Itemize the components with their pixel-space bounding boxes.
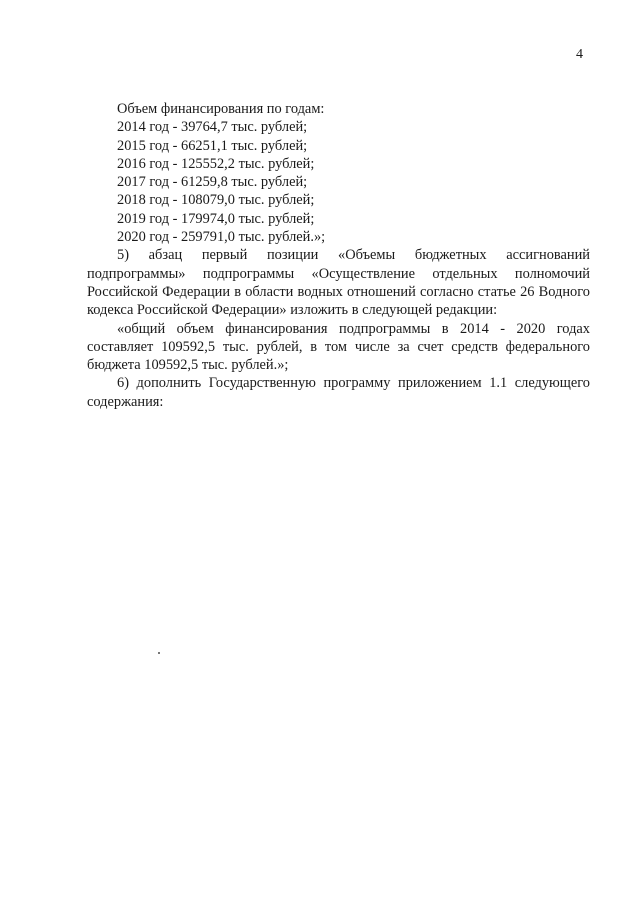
funding-year-item: 2017 год - 61259,8 тыс. рублей; <box>117 174 308 191</box>
paragraph-quote: «общий объем финансирования подпрограммы в 2014 - 2020 годах составляет 109592,5 тыс. рублей, в том числе за счет средств федерального бюджета 109592,5 тыс. рублей.»; <box>87 320 590 374</box>
funding-year-list <box>87 118 590 246</box>
document-body <box>87 100 590 411</box>
paragraph-item-6: 6) дополнить Государственную программу приложением 1.1 следующего содержания: <box>87 375 590 410</box>
funding-year-item: 2020 год - 259791,0 тыс. рублей.»; <box>117 229 326 246</box>
funding-year-item: 2019 год - 179974,0 тыс. рублей; <box>117 210 315 227</box>
funding-year-item: 2016 год - 125552,2 тыс. рублей; <box>117 155 315 172</box>
page-number: 4 <box>576 47 583 62</box>
scan-speck <box>158 652 160 654</box>
funding-year-item: 2014 год - 39764,7 тыс. рублей; <box>117 119 308 136</box>
funding-year-item: 2015 год - 66251,1 тыс. рублей; <box>117 137 308 154</box>
funding-year-item: 2018 год - 108079,0 тыс. рублей; <box>117 192 315 209</box>
funding-header: Объем финансирования по годам: <box>117 101 325 117</box>
paragraph-item-5: 5) абзац первый позиции «Объемы бюджетных ассигнований подпрограммы» подпрограммы «Осуществление отдельных полномочий Российской Федерации в области водных отношений согласно статье 26 Водного кодекса Российской Федерации» изложить в следующей редакции: <box>87 247 590 319</box>
